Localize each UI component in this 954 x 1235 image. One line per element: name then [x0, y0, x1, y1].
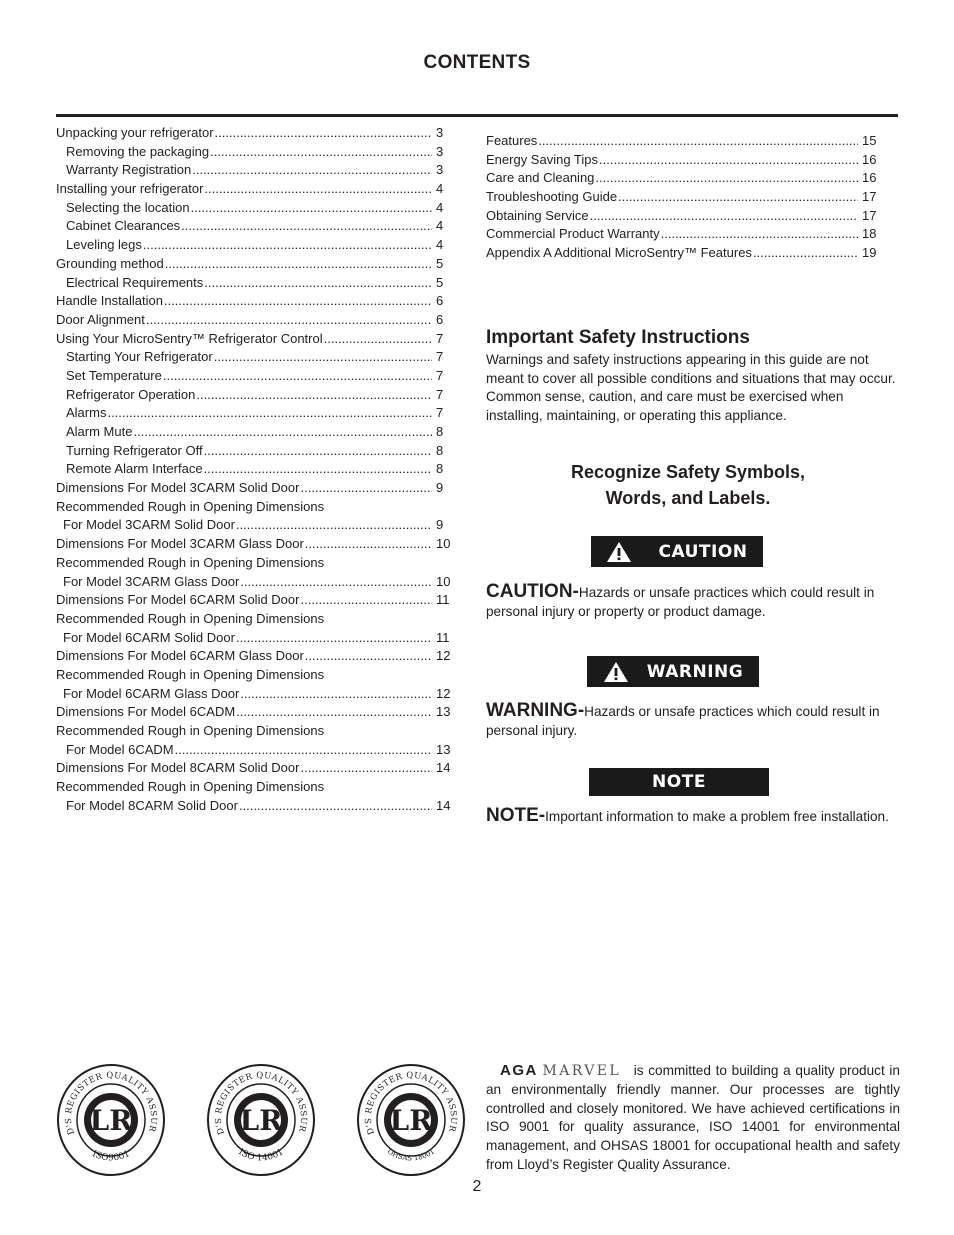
page-title: CONTENTS	[423, 52, 531, 73]
seal-lr-mark: LR	[389, 1104, 433, 1137]
toc-dot-leader	[240, 685, 432, 704]
toc-dot-leader	[192, 161, 432, 180]
warning-label-text: WARNING	[646, 661, 744, 682]
toc-entry	[486, 225, 882, 244]
toc-entry	[56, 367, 456, 386]
toc-entry-title: For Model 6CARM Solid Door	[63, 629, 235, 645]
toc-entry-title: Unpacking your refrigerator	[56, 125, 214, 140]
lloyds-register-seal-icon	[356, 1063, 466, 1177]
alert-triangle-icon	[606, 541, 632, 563]
caution-term: CAUTION-	[486, 581, 579, 602]
toc-entry-title: Alarm Mute	[66, 424, 133, 439]
toc-entry-page: 4	[436, 181, 444, 197]
toc-dot-leader	[240, 573, 432, 592]
toc-dot-leader	[590, 207, 858, 226]
toc-entry	[56, 199, 456, 218]
toc-entry-page: 18	[862, 226, 877, 242]
certification-statement	[486, 1062, 900, 1175]
note-label-text: NOTE	[652, 772, 706, 792]
toc-entry-title: Removing the packaging	[66, 143, 210, 159]
toc-entry-title: Dimensions For Model 6CADM	[56, 704, 236, 720]
toc-dot-leader	[143, 236, 432, 255]
toc-entry	[56, 274, 456, 293]
lloyds-register-seal-icon	[206, 1063, 316, 1177]
toc-entry	[56, 442, 456, 461]
toc-entry	[56, 703, 456, 722]
toc-entry-page: 6	[436, 293, 444, 309]
toc-entry-page: 10	[436, 536, 451, 552]
toc-dot-leader	[165, 255, 432, 274]
toc-entry	[486, 244, 882, 263]
warning-definition	[486, 701, 900, 740]
toc-entry	[56, 330, 456, 349]
toc-dot-leader	[133, 423, 432, 442]
toc-entry-title: Recommended Rough in Opening Dimensions	[56, 666, 325, 682]
safety-title: Important Safety Instructions	[486, 327, 750, 348]
toc-dot-leader	[164, 292, 432, 311]
caution-label-text: CAUTION	[658, 541, 748, 562]
toc-entry-page: 5	[436, 274, 444, 290]
toc-dot-leader	[324, 330, 432, 349]
toc-entry-page: 14	[436, 797, 451, 813]
seal-standard-text: ISO9001	[90, 1149, 132, 1164]
warning-label	[587, 656, 759, 687]
lloyds-register-seal-icon	[56, 1063, 166, 1177]
toc-entry-page: 7	[436, 349, 444, 365]
toc-entry-title: Recommended Rough in Opening Dimensions	[56, 610, 325, 626]
toc-entry	[56, 610, 456, 629]
toc-entry-page: 8	[436, 424, 444, 439]
toc-entry	[56, 180, 456, 199]
toc-entry-title: Installing your refrigerator	[56, 181, 204, 197]
note-definition	[486, 806, 900, 826]
toc-entry-page: 10	[436, 573, 451, 589]
toc-dot-leader	[239, 797, 432, 816]
seal-lr-mark: LR	[239, 1104, 283, 1137]
toc-dot-leader	[300, 479, 432, 498]
toc-entry	[56, 479, 456, 498]
toc-entry	[56, 666, 456, 685]
toc-dot-leader	[196, 386, 432, 405]
toc-entry-title: For Model 6CADM	[66, 741, 174, 757]
toc-entry-title: Recommended Rough in Opening Dimensions	[56, 498, 325, 514]
toc-entry	[486, 151, 882, 170]
toc-left-column	[56, 124, 456, 815]
toc-entry-page: 17	[862, 207, 877, 223]
toc-entry-title: Door Alignment	[56, 311, 145, 327]
seal-ring-text: D'S REGISTER QUALITY ASSUR	[362, 1069, 460, 1137]
seal-ring-text: D'S REGISTER QUALITY ASSUR	[212, 1069, 310, 1137]
toc-entry-page: 11	[436, 592, 450, 608]
toc-entry-page: 3	[436, 143, 444, 159]
toc-entry	[56, 386, 456, 405]
toc-dot-leader	[305, 647, 432, 666]
toc-entry-title: Dimensions For Model 3CARM Solid Door	[56, 480, 300, 496]
toc-entry	[56, 143, 456, 162]
header-rule	[56, 114, 898, 117]
toc-entry	[486, 188, 882, 207]
caution-text: Hazards or unsafe practices which could result in personal injury or property or product damage.	[486, 585, 875, 619]
toc-dot-leader	[753, 244, 858, 263]
toc-entry	[56, 161, 456, 180]
certification-text: is committed to building a quality product in an environmentally friendly manner. Our processes are tightly controlled and closely monitored. We have achieved certifications in ISO 9001 for quality assurance, ISO 14001 for environmental management, and OHSAS 18001 for occupational health and safety from Lloyd’s Register Quality Assurance.	[486, 1063, 900, 1172]
toc-entry-page: 12	[436, 648, 451, 664]
seal-lr-mark: LR	[89, 1104, 133, 1137]
toc-entry-title: Leveling legs	[66, 237, 142, 253]
toc-entry	[56, 498, 456, 517]
toc-entry-title: Set Temperature	[66, 367, 162, 383]
toc-entry	[56, 573, 456, 592]
toc-entry-page: 5	[436, 255, 444, 271]
toc-dot-leader	[191, 199, 432, 218]
toc-entry-page: 12	[436, 685, 451, 701]
toc-entry-title: For Model 3CARM Solid Door	[63, 517, 235, 533]
toc-entry-page: 3	[436, 125, 444, 140]
toc-entry-title: Electrical Requirements	[66, 274, 204, 290]
toc-dot-leader	[204, 442, 432, 461]
page-number: 2	[472, 1178, 482, 1195]
toc-entry	[56, 535, 456, 554]
toc-entry	[56, 629, 456, 648]
toc-right-column	[486, 132, 882, 263]
toc-dot-leader	[204, 274, 432, 293]
toc-dot-leader	[146, 311, 432, 330]
toc-entry-title: Care and Cleaning	[486, 170, 595, 186]
toc-entry-page: 19	[862, 245, 877, 261]
toc-entry-title: Troubleshooting Guide	[486, 189, 618, 205]
toc-entry-page: 7	[436, 330, 444, 346]
toc-dot-leader	[236, 516, 432, 535]
toc-entry	[56, 778, 456, 797]
toc-entry-page: 6	[436, 311, 444, 327]
note-text: Important information to make a problem free installation.	[545, 809, 889, 824]
toc-entry-title: Energy Saving Tips	[486, 151, 599, 167]
toc-entry	[56, 460, 456, 479]
toc-entry-title: Obtaining Service	[486, 207, 589, 223]
lloyds-seal-ohsas18001	[356, 1063, 466, 1177]
brand-aga: AGA	[500, 1062, 538, 1079]
toc-entry-page: 7	[436, 405, 444, 421]
toc-entry	[56, 255, 456, 274]
toc-entry-title: Handle Installation	[56, 293, 163, 309]
toc-entry-page: 13	[436, 704, 451, 720]
toc-dot-leader	[163, 367, 432, 386]
symbols-heading-line1: Recognize Safety Symbols,	[570, 462, 806, 482]
toc-entry	[56, 311, 456, 330]
toc-entry	[56, 236, 456, 255]
toc-entry-title: Recommended Rough in Opening Dimensions	[56, 779, 325, 795]
toc-entry-page: 4	[436, 199, 444, 215]
toc-entry	[56, 797, 456, 816]
safety-text: Warnings and safety instructions appearing in this guide are not meant to cover all possible conditions and situations that may occur. Common sense, caution, and care must be exercised when installing, maintaining, or operating this appliance.	[486, 352, 896, 423]
toc-entry	[56, 591, 456, 610]
lloyds-seal-iso14001	[206, 1063, 316, 1177]
toc-entry-title: Grounding method	[56, 255, 164, 271]
toc-entry-title: Refrigerator Operation	[66, 386, 196, 402]
toc-entry-page: 3	[436, 162, 444, 178]
toc-entry-title: For Model 3CARM Glass Door	[63, 573, 240, 589]
toc-entry-page: 16	[862, 151, 877, 167]
toc-entry-title: Turning Refrigerator Off	[66, 442, 203, 458]
seal-standard-text: ISO 14001	[236, 1147, 286, 1164]
symbols-heading	[486, 459, 890, 511]
toc-entry	[56, 124, 456, 143]
seal-ring-text: D'S REGISTER QUALITY ASSUR	[62, 1069, 160, 1137]
toc-dot-leader	[618, 188, 858, 207]
toc-dot-leader	[181, 217, 432, 236]
toc-dot-leader	[595, 169, 858, 188]
toc-dot-leader	[305, 535, 432, 554]
toc-dot-leader	[107, 404, 432, 423]
toc-entry-page: 16	[862, 170, 877, 186]
toc-entry-page: 4	[436, 237, 444, 253]
toc-entry-title: Cabinet Clearances	[66, 218, 181, 234]
toc-dot-leader	[215, 124, 432, 143]
toc-entry	[486, 132, 882, 151]
toc-entry-page: 8	[436, 442, 444, 458]
toc-entry-title: Recommended Rough in Opening Dimensions	[56, 723, 325, 738]
toc-entry-title: Dimensions For Model 6CARM Glass Door	[56, 648, 304, 664]
toc-entry-title: Dimensions For Model 3CARM Glass Door	[56, 536, 304, 552]
toc-entry-page: 15	[862, 133, 877, 148]
toc-entry-page: 9	[436, 517, 444, 533]
toc-entry-page: 14	[436, 760, 451, 776]
toc-entry-page: 9	[436, 480, 444, 496]
toc-entry	[56, 516, 456, 535]
toc-dot-leader	[214, 348, 432, 367]
toc-dot-leader	[204, 460, 432, 479]
toc-entry	[56, 722, 456, 741]
toc-dot-leader	[236, 629, 432, 648]
toc-entry	[486, 207, 882, 226]
caution-label	[591, 536, 763, 567]
toc-entry-page: 7	[436, 386, 444, 402]
toc-dot-leader	[599, 151, 858, 170]
note-label	[589, 768, 769, 796]
toc-entry-title: Remote Alarm Interface	[66, 461, 203, 477]
toc-entry	[56, 404, 456, 423]
toc-entry-page: 13	[436, 741, 451, 757]
toc-dot-leader	[300, 591, 432, 610]
note-term: NOTE-	[486, 805, 546, 826]
toc-dot-leader	[300, 759, 432, 778]
toc-entry-page: 8	[436, 461, 444, 477]
toc-entry	[56, 292, 456, 311]
warning-term: WARNING-	[486, 700, 585, 721]
toc-entry-title: Warranty Registration	[66, 162, 192, 178]
toc-entry-title: Using Your MicroSentry™ Refrigerator Control	[56, 330, 323, 346]
toc-entry-title: Dimensions For Model 6CARM Solid Door	[56, 592, 300, 608]
toc-dot-leader	[210, 143, 432, 162]
toc-entry-title: Selecting the location	[66, 199, 190, 215]
toc-dot-leader	[661, 225, 858, 244]
brand-marvel: MARVEL	[542, 1063, 622, 1079]
toc-entry	[56, 741, 456, 760]
toc-entry	[56, 647, 456, 666]
toc-entry	[56, 348, 456, 367]
toc-entry-title: Commercial Product Warranty	[486, 226, 660, 242]
toc-entry-page: 11	[436, 629, 450, 645]
lloyds-seal-iso9001	[56, 1063, 166, 1177]
toc-dot-leader	[236, 703, 432, 722]
toc-entry-title: Features	[486, 133, 538, 148]
seal-standard-text: OHSAS 18001	[385, 1147, 437, 1163]
toc-entry-title: Dimensions For Model 8CARM Solid Door	[56, 760, 300, 776]
toc-entry-title: Recommended Rough in Opening Dimensions	[56, 554, 325, 570]
toc-entry	[56, 759, 456, 778]
caution-definition	[486, 582, 900, 621]
toc-entry-page: 7	[436, 367, 444, 383]
toc-entry-page: 4	[436, 218, 444, 234]
symbols-heading-line2: Words, and Labels.	[605, 488, 771, 508]
toc-entry-title: For Model 8CARM Solid Door	[66, 797, 238, 813]
toc-dot-leader	[204, 180, 432, 199]
toc-entry-title: For Model 6CARM Glass Door	[63, 685, 240, 701]
warning-text: Hazards or unsafe practices which could result in personal injury.	[486, 704, 880, 738]
alert-triangle-icon	[603, 661, 629, 683]
toc-entry-title: Starting Your Refrigerator	[66, 349, 213, 365]
toc-entry	[486, 169, 882, 188]
toc-entry	[56, 217, 456, 236]
toc-dot-leader	[538, 132, 858, 151]
toc-dot-leader	[175, 741, 432, 760]
toc-entry-page: 17	[862, 189, 877, 205]
toc-entry	[56, 423, 456, 442]
toc-entry-title: Appendix A Additional MicroSentry™ Features	[486, 245, 752, 261]
toc-entry	[56, 685, 456, 704]
toc-entry-title: Alarms	[66, 405, 107, 421]
toc-entry	[56, 554, 456, 573]
